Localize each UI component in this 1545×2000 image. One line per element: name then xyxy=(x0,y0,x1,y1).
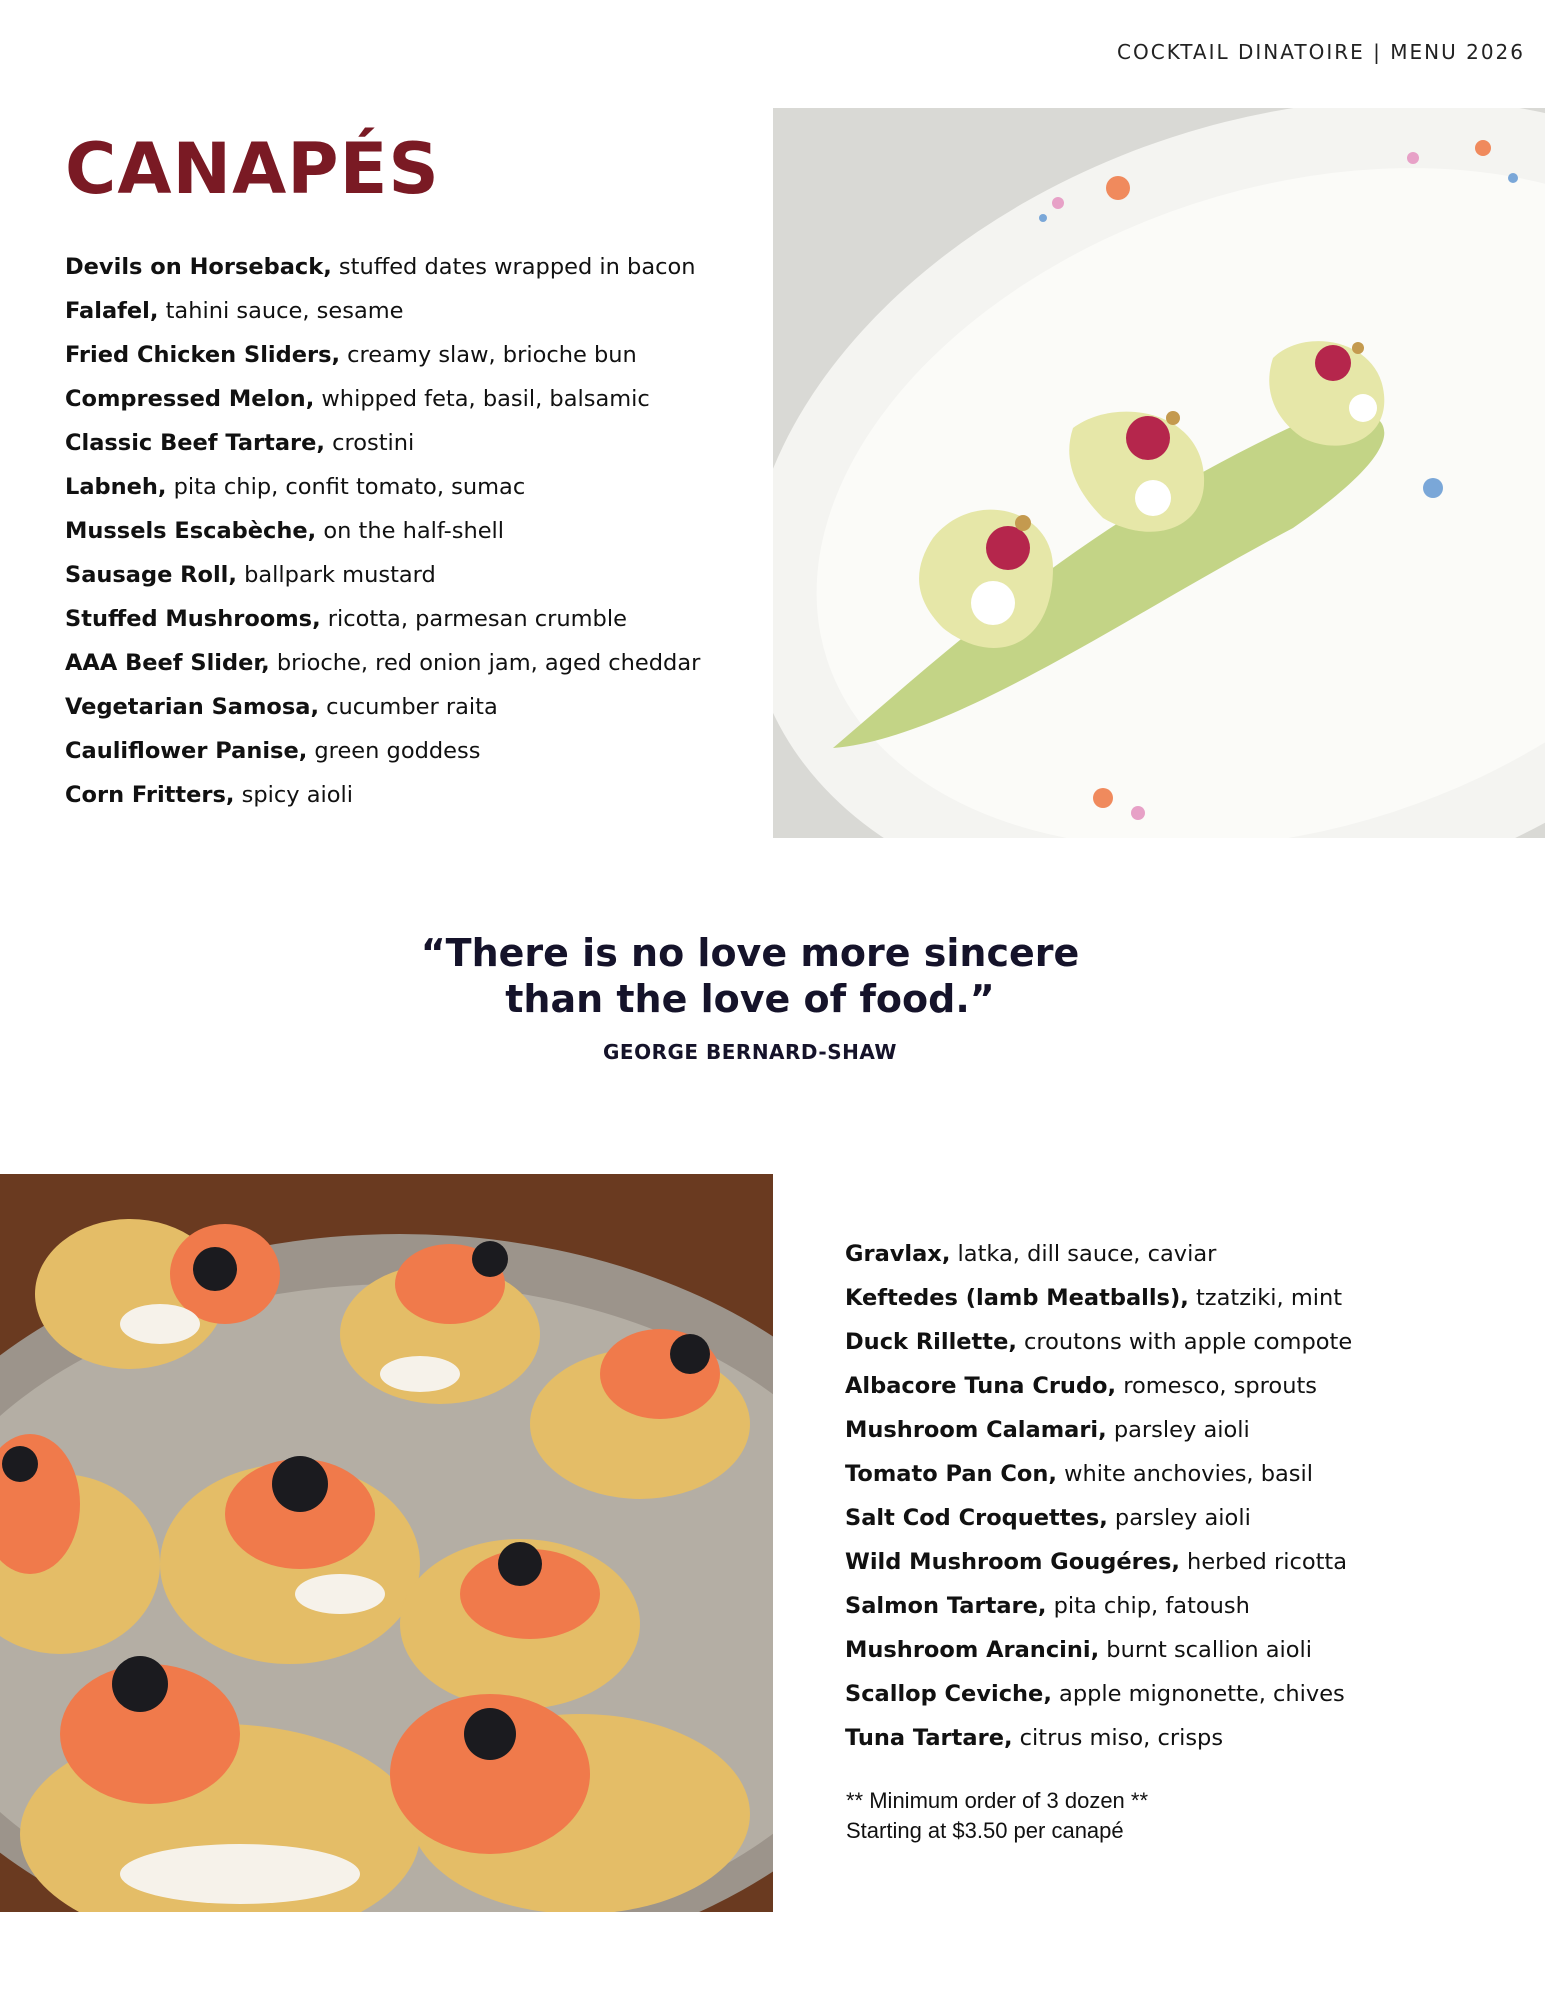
menu-item xyxy=(65,597,700,641)
menu-item xyxy=(65,465,700,509)
menu-item-name: Stuffed Mushrooms, xyxy=(65,606,321,632)
quote-text xyxy=(300,930,1200,1022)
menu-item-description: citrus miso, crisps xyxy=(1012,1725,1224,1751)
menu-item xyxy=(845,1452,1352,1496)
menu-item xyxy=(845,1276,1352,1320)
canape-list-left xyxy=(65,245,700,817)
menu-item xyxy=(845,1628,1352,1672)
menu-item-name: AAA Beef Slider, xyxy=(65,650,270,676)
menu-item-name: Scallop Ceviche, xyxy=(845,1681,1052,1707)
menu-item-name: Mushroom Arancini, xyxy=(845,1637,1100,1663)
menu-item xyxy=(65,773,700,817)
menu-item xyxy=(845,1496,1352,1540)
menu-item xyxy=(65,289,700,333)
menu-item-name: Devils on Horseback, xyxy=(65,254,332,280)
menu-item-description: ricotta, parmesan crumble xyxy=(320,606,627,632)
menu-item xyxy=(65,245,700,289)
menu-item xyxy=(65,729,700,773)
menu-item-description: parsley aioli xyxy=(1107,1505,1251,1531)
menu-item-description: pita chip, confit tomato, sumac xyxy=(166,474,526,500)
menu-item-name: Salt Cod Croquettes, xyxy=(845,1505,1108,1531)
menu-item-description: romesco, sprouts xyxy=(1116,1373,1318,1399)
menu-item xyxy=(845,1408,1352,1452)
menu-item-description: stuffed dates wrapped in bacon xyxy=(331,254,696,280)
menu-item-name: Duck Rillette, xyxy=(845,1329,1017,1355)
menu-item-name: Compressed Melon, xyxy=(65,386,315,412)
salmon-canape-illustration xyxy=(0,1174,773,1912)
menu-item-description: whipped feta, basil, balsamic xyxy=(314,386,650,412)
quote-line-2: than the love of food.” xyxy=(505,977,995,1021)
menu-item xyxy=(65,641,700,685)
page-title: CANAPÉS xyxy=(65,128,440,210)
menu-item-name: Labneh, xyxy=(65,474,167,500)
menu-item xyxy=(65,421,700,465)
quote-author: GEORGE BERNARD-SHAW xyxy=(602,1040,897,1064)
menu-item-name: Corn Fritters, xyxy=(65,782,235,808)
menu-item xyxy=(845,1364,1352,1408)
menu-item-name: Sausage Roll, xyxy=(65,562,237,588)
menu-item-description: parsley aioli xyxy=(1106,1417,1250,1443)
quote-line-1: “There is no love more sincere xyxy=(420,931,1080,975)
salmon-canape-photo xyxy=(0,1174,773,1912)
menu-item-description: cucumber raita xyxy=(319,694,498,720)
menu-item xyxy=(65,377,700,421)
endive-plate-illustration xyxy=(773,108,1545,838)
menu-item-description: ballpark mustard xyxy=(236,562,436,588)
menu-item-description: crostini xyxy=(324,430,415,456)
menu-item-description: apple mignonette, chives xyxy=(1051,1681,1345,1707)
menu-item-description: spicy aioli xyxy=(234,782,354,808)
menu-item-description: tzatziki, mint xyxy=(1188,1285,1343,1311)
order-note xyxy=(846,1786,1148,1846)
menu-item-name: Wild Mushroom Gougéres, xyxy=(845,1549,1180,1575)
menu-item-name: Tuna Tartare, xyxy=(845,1725,1013,1751)
menu-item-name: Mushroom Calamari, xyxy=(845,1417,1107,1443)
menu-item-name: Keftedes (lamb Meatballs), xyxy=(845,1285,1189,1311)
menu-item xyxy=(65,333,700,377)
minimum-order-text: ** Minimum order of 3 dozen ** xyxy=(846,1788,1149,1813)
menu-item-description: pita chip, fatoush xyxy=(1046,1593,1250,1619)
menu-item xyxy=(845,1540,1352,1584)
menu-item xyxy=(65,685,700,729)
menu-item xyxy=(845,1232,1352,1276)
menu-item-name: Mussels Escabèche, xyxy=(65,518,317,544)
menu-item-name: Fried Chicken Sliders, xyxy=(65,342,341,368)
menu-item xyxy=(845,1584,1352,1628)
menu-item-description: creamy slaw, brioche bun xyxy=(340,342,637,368)
menu-item-description: burnt scallion aioli xyxy=(1099,1637,1313,1663)
menu-item xyxy=(845,1672,1352,1716)
menu-item-description: white anchovies, basil xyxy=(1056,1461,1314,1487)
menu-item-description: brioche, red onion jam, aged cheddar xyxy=(269,650,701,676)
menu-item-description: croutons with apple compote xyxy=(1016,1329,1353,1355)
menu-item xyxy=(65,553,700,597)
canape-list-right xyxy=(845,1232,1352,1760)
menu-item-name: Tomato Pan Con, xyxy=(845,1461,1057,1487)
menu-item-name: Classic Beef Tartare, xyxy=(65,430,325,456)
menu-item-name: Cauliflower Panise, xyxy=(65,738,308,764)
quote-block xyxy=(300,930,1200,1064)
menu-item-description: on the half-shell xyxy=(316,518,505,544)
menu-item-description: latka, dill sauce, caviar xyxy=(950,1241,1217,1267)
menu-item xyxy=(845,1716,1352,1760)
menu-header: COCKTAIL DINATOIRE | MENU 2026 xyxy=(1117,40,1525,64)
menu-item-name: Falafel, xyxy=(65,298,159,324)
menu-item xyxy=(845,1320,1352,1364)
menu-item-name: Gravlax, xyxy=(845,1241,951,1267)
menu-item xyxy=(65,509,700,553)
price-text: Starting at $3.50 per canapé xyxy=(846,1818,1124,1843)
menu-item-description: herbed ricotta xyxy=(1179,1549,1348,1575)
endive-plate-photo xyxy=(773,108,1545,838)
menu-item-description: green goddess xyxy=(307,738,481,764)
menu-item-name: Albacore Tuna Crudo, xyxy=(845,1373,1117,1399)
menu-item-name: Salmon Tartare, xyxy=(845,1593,1047,1619)
menu-item-name: Vegetarian Samosa, xyxy=(65,694,320,720)
menu-item-description: tahini sauce, sesame xyxy=(158,298,404,324)
